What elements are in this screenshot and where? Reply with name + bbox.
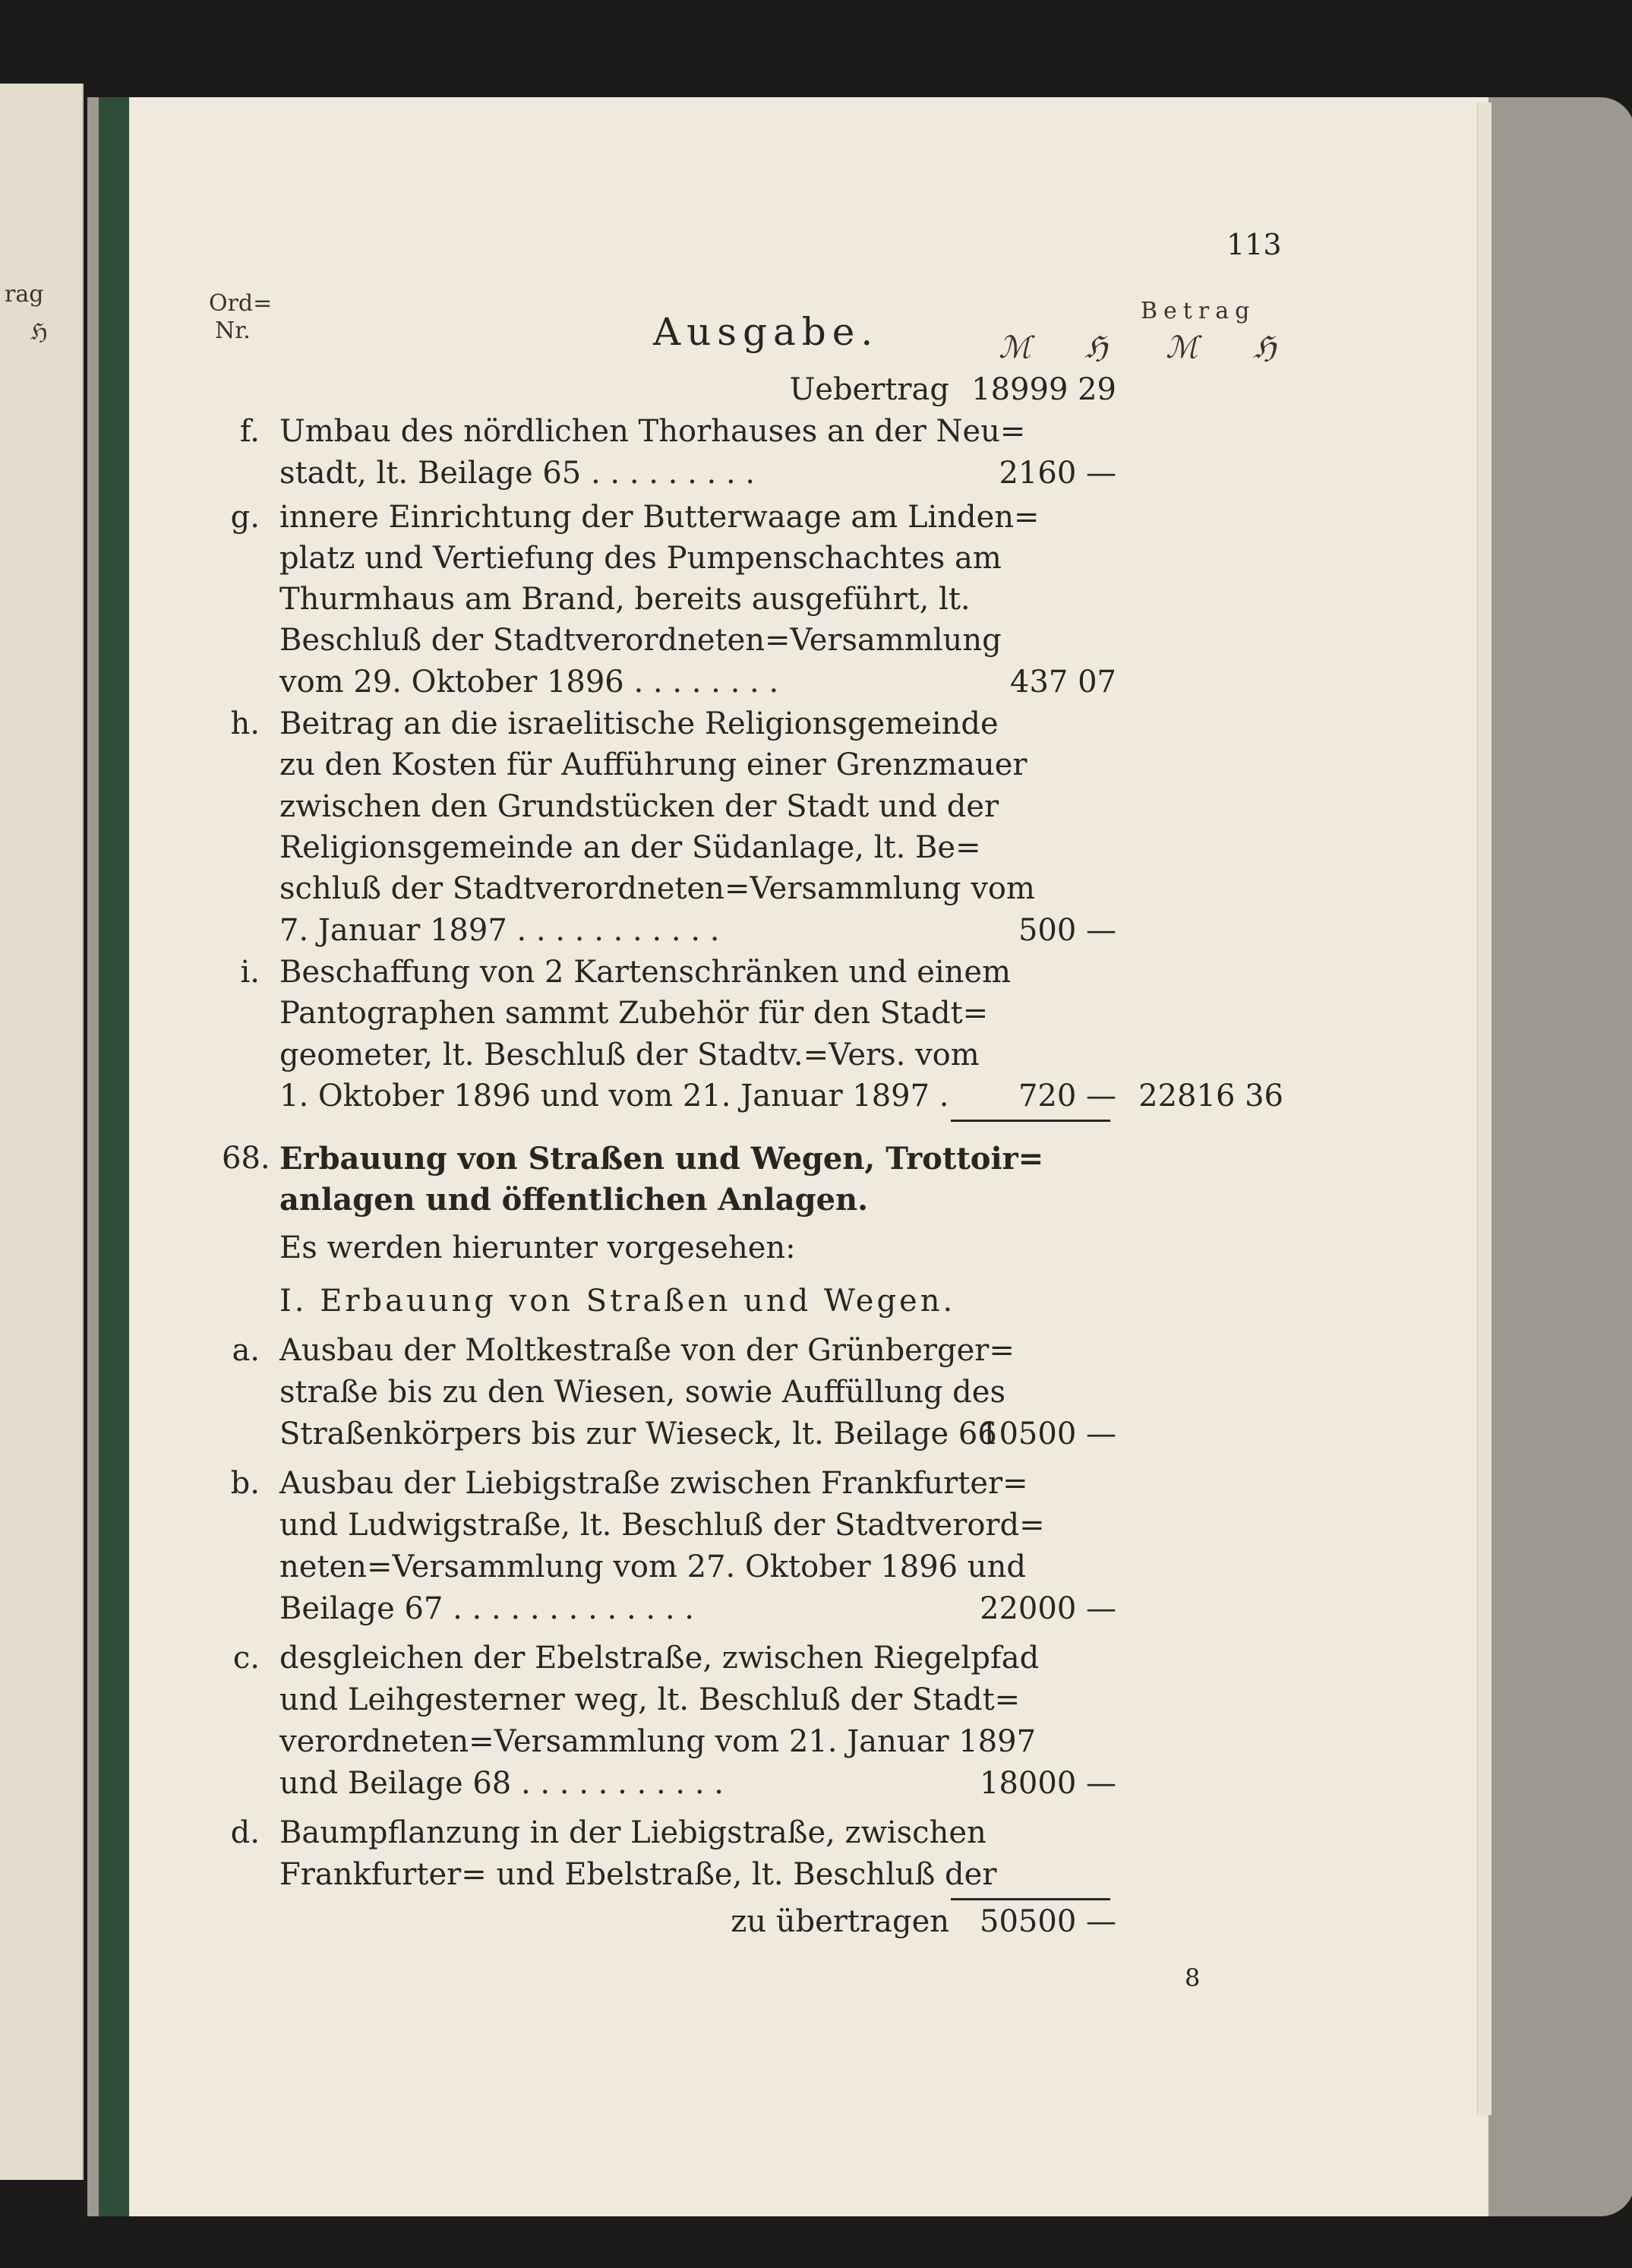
book-gutter xyxy=(99,97,129,2216)
previous-page-fragment: ℌ xyxy=(30,319,48,346)
item-marker: g. xyxy=(230,500,260,535)
item-text-line: verordneten=Versammlung vom 21. Januar 1897 xyxy=(279,1724,1037,1759)
item-text-line: und Ludwigstraße, lt. Beschluß der Stadtverord= xyxy=(279,1508,1045,1543)
amount: 2160 — xyxy=(999,456,1116,491)
amount: 22000 — xyxy=(980,1591,1116,1626)
item-text-line: Beitrag an die israelitische Religionsgemeinde xyxy=(279,706,999,741)
item-text-line: Beschaffung von 2 Kartenschränken und einem xyxy=(279,955,1012,990)
column-header-nr: Nr. xyxy=(215,317,251,344)
item-text-line: Pantographen sammt Zubehör für den Stadt= xyxy=(279,996,989,1031)
column-header-ord: Ord= xyxy=(209,290,273,317)
item-text-line: Ausbau der Moltkestraße von der Grünberger= xyxy=(279,1333,1015,1368)
page-number: 113 xyxy=(1226,228,1282,261)
item-text-line: 1. Oktober 1896 und vom 21. Januar 1897 . xyxy=(279,1079,949,1113)
item-text-line: stadt, lt. Beilage 65 . . . . . . . . . xyxy=(279,456,756,491)
item-text-line: Straßenkörpers bis zur Wieseck, lt. Beilage 66 xyxy=(279,1417,997,1451)
item-text-line: Frankfurter= und Ebelstraße, lt. Beschluß der xyxy=(279,1857,997,1892)
total-amount: 22816 36 xyxy=(1138,1079,1283,1113)
amount: 437 07 xyxy=(1010,665,1116,700)
pfennig-mark: ℌ xyxy=(1084,330,1108,365)
item-text-line: straße bis zu den Wiesen, sowie Auffüllung des xyxy=(279,1375,1005,1410)
item-text-line: Ausbau der Liebigstraße zwischen Frankfurter= xyxy=(279,1466,1028,1501)
column-header-betrag: Betrag xyxy=(1141,298,1256,324)
amount: 50500 — xyxy=(980,1904,1116,1939)
item-text-line: vom 29. Oktober 1896 . . . . . . . . xyxy=(279,665,779,700)
sum-rule xyxy=(951,1898,1110,1900)
currency-mark: ℳ xyxy=(999,330,1031,365)
carry-label: zu übertragen xyxy=(731,1904,949,1939)
amount: 18999 29 xyxy=(971,372,1116,407)
item-text-line: und Beilage 68 . . . . . . . . . . . xyxy=(279,1766,724,1801)
item-text-line: und Leihgesterner weg, lt. Beschluß der Stadt= xyxy=(279,1682,1021,1717)
item-text-line: I. Erbauung von Straßen und Wegen. xyxy=(279,1284,956,1319)
item-marker: h. xyxy=(230,706,260,741)
item-text-line: Baumpflanzung in der Liebigstraße, zwischen xyxy=(279,1815,986,1850)
item-marker: a. xyxy=(232,1333,260,1368)
item-text-line: Erbauung von Straßen und Wegen, Trottoir= xyxy=(279,1141,1044,1177)
item-marker: c. xyxy=(232,1641,260,1676)
previous-page-fragment: rag xyxy=(5,281,44,308)
carry-label: Uebertrag xyxy=(789,372,949,407)
item-text-line: zwischen den Grundstücken der Stadt und der xyxy=(279,789,999,824)
item-text-line: Beschluß der Stadtverordneten=Versammlung xyxy=(279,623,1002,658)
pfennig-mark: ℌ xyxy=(1253,330,1277,365)
page-title: Ausgabe. xyxy=(653,310,879,354)
item-text-line: Beilage 67 . . . . . . . . . . . . . xyxy=(279,1591,694,1626)
item-text-line: schluß der Stadtverordneten=Versammlung vom xyxy=(279,871,1035,906)
item-text-line: zu den Kosten für Aufführung einer Grenzmauer xyxy=(279,747,1027,782)
amount: 18000 — xyxy=(980,1766,1116,1801)
currency-mark: ℳ xyxy=(1166,330,1198,365)
item-text-line: Religionsgemeinde an der Südanlage, lt. Be= xyxy=(279,830,981,865)
amount: 720 — xyxy=(1018,1079,1116,1113)
item-text-line: anlagen und öffentlichen Anlagen. xyxy=(279,1182,869,1218)
signature-mark: 8 xyxy=(1185,1963,1201,1992)
item-text-line: Umbau des nördlichen Thorhauses an der Neu= xyxy=(279,414,1026,449)
sum-rule xyxy=(951,1120,1110,1122)
item-text-line: desgleichen der Ebelstraße, zwischen Riegelpfad xyxy=(279,1641,1040,1676)
item-marker: b. xyxy=(230,1466,260,1501)
item-text-line: innere Einrichtung der Butterwaage am Linden= xyxy=(279,500,1040,535)
item-text-line: neten=Versammlung vom 27. Oktober 1896 und xyxy=(279,1549,1026,1584)
amount: 10500 — xyxy=(980,1417,1116,1451)
item-marker: d. xyxy=(230,1815,260,1850)
page-stack-edge xyxy=(1477,103,1492,2115)
item-marker: 68. xyxy=(222,1141,270,1176)
item-text-line: 7. Januar 1897 . . . . . . . . . . . xyxy=(279,913,720,948)
item-text-line: platz und Vertiefung des Pumpenschachtes am xyxy=(279,541,1002,576)
item-marker: f. xyxy=(239,414,260,449)
amount: 500 — xyxy=(1018,913,1116,948)
item-text-line: Es werden hierunter vorgesehen: xyxy=(279,1230,796,1265)
item-marker: i. xyxy=(240,955,260,990)
previous-page-edge xyxy=(0,84,84,2180)
item-text-line: Thurmhaus am Brand, bereits ausgeführt, lt. xyxy=(279,582,971,617)
item-text-line: geometer, lt. Beschluß der Stadtv.=Vers. vom xyxy=(279,1038,980,1072)
